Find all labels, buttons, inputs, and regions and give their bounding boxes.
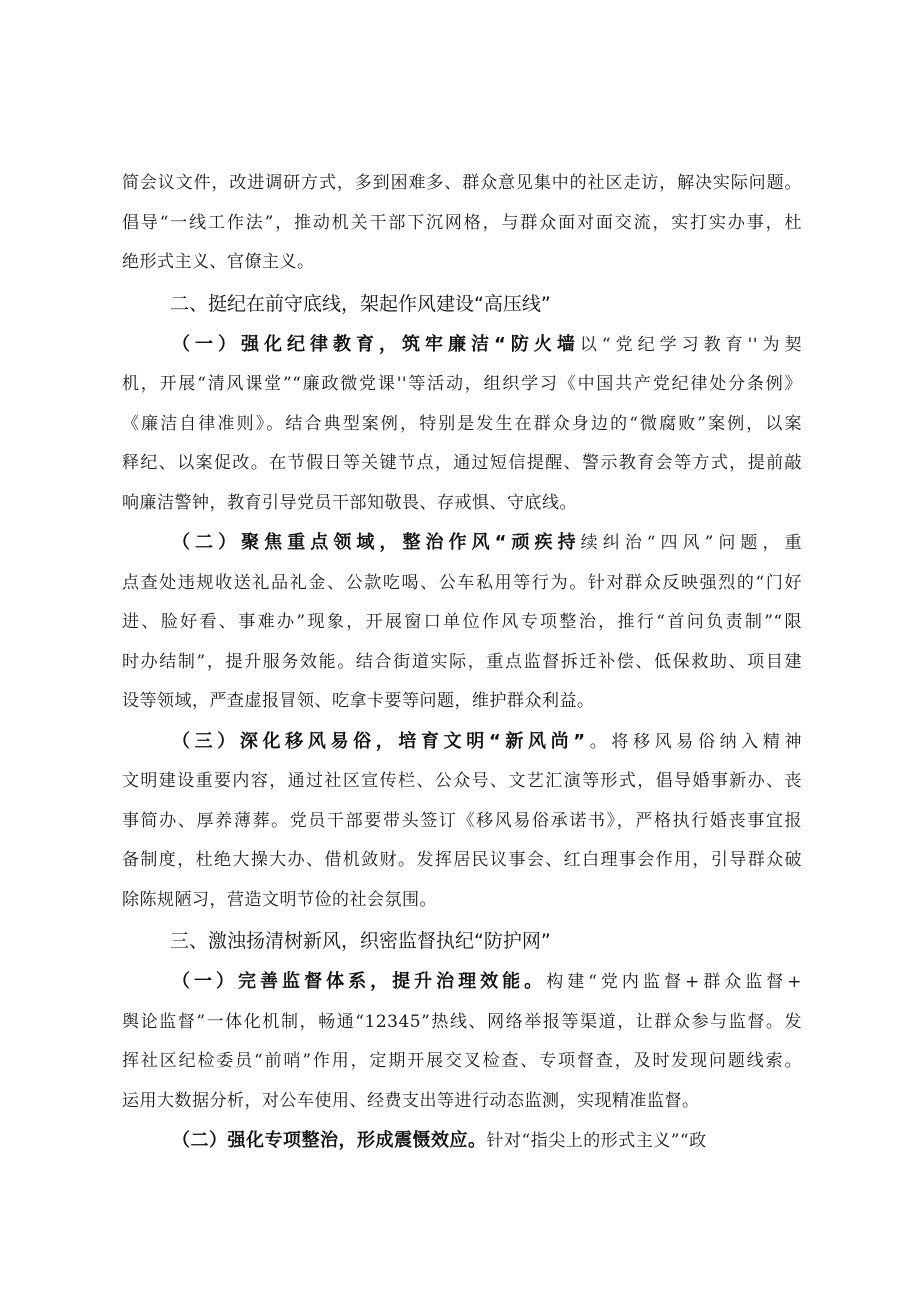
text-run: 针对“指尖上的形式主义”“政	[486, 1131, 707, 1151]
subheading: （二）聚焦重点领域，整治作风“顽疾持	[172, 532, 581, 553]
text-line: 挥社区纪检委员“前哨”作用，定期开展交叉检查、专项督查，及时发现问题线索。	[122, 1051, 802, 1071]
subheading: （三）深化移风易俗，培育文明“新风尚”	[172, 730, 586, 752]
text-line: 释纪、以案促改。在节假日等关键节点，通过短信提醒、警示教育会等方式，提前敲	[122, 453, 802, 473]
text-line: 事简办、厚养薄葬。党员干部要带头签订《移风易俗承诺书》，严格执行婚丧事宜报	[122, 810, 802, 831]
text-line: 响廉洁警钟，教育引导党员干部知敬畏、存戒惧、守底线。	[122, 492, 577, 513]
text-run: 续纠治“四风”问题，重	[580, 533, 802, 553]
text-line	[122, 722, 802, 763]
text-run: 。将移风易俗纳入精神	[585, 731, 802, 752]
text-line: 除陈规陋习，营造文明节俭的社会氛围。	[122, 889, 437, 910]
section-heading-2: 二、挺纪在前守底线，架起作风建设“高压线”	[170, 292, 551, 315]
text-run: 构建“党内监督+群众监督+	[546, 972, 802, 992]
text-line: 运用大数据分析，对公车使用、经费支出等进行动态监测，实现精准监督。	[122, 1090, 700, 1111]
text-run: 以“党纪学习教育''为契	[579, 334, 802, 355]
paragraph-key-areas	[122, 523, 802, 722]
paragraph-supervision-system	[122, 962, 802, 1121]
paragraph-customs-reform	[122, 722, 802, 921]
text-line: 机，开展“清风课堂”“廉政微党课''等活动，组织学习《中国共产党纪律处分条例》	[122, 374, 802, 394]
text-line: 绝形式主义、官僚主义。	[122, 252, 315, 272]
text-line: 倡导“一线工作法”，推动机关干部下沉网格，与群众面对面交流，实打实办事，杜	[122, 212, 802, 233]
paragraph-special-rectification	[122, 1121, 802, 1162]
text-line: 文明建设重要内容，通过社区宣传栏、公众号、文艺汇演等形式，倡导婚事新办、丧	[122, 771, 802, 791]
subheading: （二）强化专项整治，形成震慑效应。	[172, 1130, 487, 1151]
document-body	[122, 164, 802, 1162]
text-line	[122, 523, 802, 564]
text-line: 时办结制”，提升服务效能。结合街道实际，重点监督拆迁补偿、低保救助、项目建	[122, 651, 802, 672]
text-line	[122, 325, 802, 366]
paragraph-discipline-education	[122, 325, 802, 524]
paragraph-intro	[122, 164, 802, 283]
text-line: 备制度，杜绝大操大办、借机敛财。发挥居民议事会、红白理事会作用，引导群众破	[122, 850, 802, 870]
text-line: 设等领域，严查虚报冒领、吃拿卡要等问题，维护群众利益。	[122, 691, 595, 711]
text-line: 进、脸好看、事难办”现象，开展窗口单位作风专项整治，推行“首问负责制”“限	[122, 612, 802, 632]
text-line	[122, 962, 802, 1003]
text-line: 简会议文件，改进调研方式，多到困难多、群众意见集中的社区走访，解决实际问题。	[122, 173, 802, 193]
subheading: （一）完善监督体系，提升治理效能。	[172, 971, 547, 992]
text-line: 《廉洁自律准则》。结合典型案例，特别是发生在群众身边的“微腐败”案例，以案	[122, 413, 802, 434]
text-line: 点查处违规收送礼品礼金、公款吃喝、公车私用等行为。针对群众反映强烈的“门好	[122, 572, 802, 593]
text-line: 舆论监督”一体化机制，畅通“12345”热线、网络举报等渠道，让群众参与监督。发	[122, 1011, 802, 1032]
section-heading-3: 三、激浊扬清树新风，织密监督执纪“防护网”	[170, 930, 551, 952]
text-line	[122, 1121, 802, 1162]
subheading: （一）强化纪律教育，筑牢廉洁“防火墙	[172, 333, 580, 355]
